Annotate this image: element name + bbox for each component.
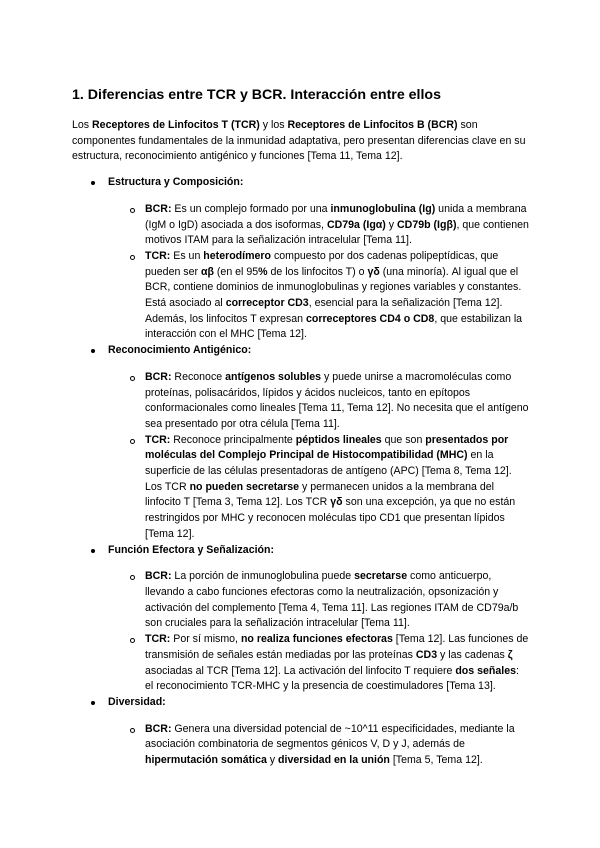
text-run: y las cadenas <box>437 648 508 661</box>
text-run: y puede unirse a macromoléculas como proteínas, polisacáridos, lípidos y ácidos nucleicos, tanto en epítopos conformacionales como lineales [Tema 11, Tema 12]. No necesita que el antígeno sea presentado por otra célula [Tema 11]. <box>145 370 529 430</box>
text-run: Genera una diversidad potencial de ~10^11 especificidades, mediante la asociación combinatoria de segmentos génicos V, D y J, además de <box>145 722 515 751</box>
intro-paragraph <box>72 118 530 165</box>
bold-text: BCR: <box>145 570 172 583</box>
section-item <box>72 543 530 695</box>
bold-text: TCR: <box>145 433 171 446</box>
text-run: compuesto por dos cadenas polipeptídicas, que pueden ser <box>145 249 499 278</box>
document-page <box>72 86 530 769</box>
sub-item <box>108 202 530 249</box>
section-heading: Estructura y Composición: <box>108 176 244 189</box>
section-heading: Diversidad: <box>108 695 166 708</box>
bold-text: correceptores CD4 o CD8 <box>305 312 435 325</box>
bold-text: correceptor CD3 <box>225 297 309 310</box>
hollow-bullet-icon <box>130 575 135 580</box>
bold-text: secretarse <box>354 570 408 583</box>
sub-item <box>108 433 530 543</box>
text-run: , que estabilizan la interacción con el MHC [Tema 12]. <box>145 312 523 341</box>
bold-text: BCR: <box>145 370 172 383</box>
bold-text: TCR: <box>145 249 171 262</box>
bold-text: CD79b (Igβ) <box>397 218 457 231</box>
text-run: , esencial para la señalización [Tema 12]. Además, los linfocitos T expresan <box>145 297 503 325</box>
bold-text: antígenos solubles <box>225 370 322 383</box>
text-run: Reconoce principalmente <box>170 433 296 446</box>
text-run: [Tema 5, Tema 12]. <box>389 754 483 767</box>
bold-text: BCR: <box>145 722 172 735</box>
difference-list <box>72 175 530 769</box>
text-run: y los <box>259 119 288 131</box>
sub-item <box>108 249 530 343</box>
sub-list <box>108 202 530 343</box>
text-run: Por sí mismo, <box>170 633 241 646</box>
sub-item <box>108 722 530 769</box>
text-run: y <box>266 754 279 767</box>
text-run: y permanecen unidos a la membrana del linfocito T [Tema 3, Tema 12]. Los TCR <box>145 480 494 509</box>
text-run: asociadas al TCR [Tema 12]. La activación del linfocito T requiere <box>145 664 456 677</box>
bold-text: no pueden secretarse <box>189 480 300 493</box>
bullet-icon <box>91 701 95 705</box>
bullet-icon <box>91 549 95 553</box>
bold-text: diversidad en la unión <box>278 754 390 767</box>
hollow-bullet-icon <box>130 728 135 733</box>
bold-text: γδ <box>330 496 343 509</box>
sub-list <box>108 722 530 769</box>
section-item <box>72 343 530 542</box>
text-run: (una minoría). Al igual que el BCR, contiene dominios de inmunoglobulinas y regiones variables y constantes. Está asociado al <box>145 265 522 310</box>
hollow-bullet-icon <box>130 638 135 643</box>
hollow-bullet-icon <box>130 439 135 444</box>
section-heading: Función Efectora y Señalización: <box>108 543 275 556</box>
text-run: son componentes fundamentales de la inmunidad adaptativa, pero presentan diferencias clave en su estructura, reconocimiento antigénico y funciones [Tema 11, Tema 12]. <box>72 119 526 163</box>
text-run: La porción de inmunoglobulina puede <box>171 570 355 583</box>
bold-text: γδ <box>367 265 380 278</box>
text-run: en la superficie de las células presentadoras de antígeno (APC) [Tema 8, Tema 12]. Los TCR <box>145 449 512 493</box>
section-item <box>72 175 530 343</box>
bold-text: % <box>258 265 268 278</box>
bold-text: no realiza funciones efectoras <box>240 633 393 646</box>
bold-text: ζ <box>507 648 513 661</box>
bold-text: presentados por moléculas del Complejo Principal de Histocompatibilidad (MHC) <box>145 433 509 462</box>
sub-item <box>108 370 530 433</box>
bold-text: BCR: <box>145 202 172 215</box>
bold-text: hipermutación somática <box>145 754 267 767</box>
bold-text: dos señales <box>455 664 516 677</box>
bold-text: péptidos lineales <box>295 433 382 446</box>
text-run: son una excepción, ya que no están restringidos por MHC y reconocen moléculas tipo CD1 que presentan lípidos [Tema 12]. <box>145 496 516 540</box>
bullet-icon <box>91 349 95 353</box>
section-title-text: 1. Diferencias entre TCR y BCR. Interacción entre ellos <box>72 87 441 103</box>
sub-item <box>108 632 530 695</box>
text-run: Los <box>72 119 93 131</box>
text-run: (en el 95 <box>213 265 259 278</box>
section-heading: Reconocimiento Antigénico: <box>108 344 252 357</box>
bold-text: heterodímero <box>203 249 271 262</box>
text-run: como anticuerpo, llevando a cabo funciones efectoras como la neutralización, opsonización y activación del complemento [Tema 4, Tema 11]. Las regiones ITAM de CD79a/b son cruciales para la señalización intracelular [Tema 11]. <box>145 570 519 630</box>
bullet-icon <box>91 181 95 185</box>
bold-text: TCR: <box>145 633 171 646</box>
bold-text: CD3 <box>415 648 438 661</box>
bold-text: inmunoglobulina (Ig) <box>330 202 436 215</box>
bold-text: αβ <box>200 265 214 278</box>
text-run: Reconoce <box>171 370 226 383</box>
text-run: de los linfocitos T) o <box>267 265 368 278</box>
section-item <box>72 695 530 769</box>
text-run: y <box>385 218 398 231</box>
hollow-bullet-icon <box>130 208 135 213</box>
text-run: Es un <box>170 249 204 262</box>
text-run: que son <box>381 433 426 446</box>
text-run: : el reconocimiento TCR-MHC y la presencia de coestimuladores [Tema 13]. <box>145 664 519 693</box>
text-run: , que contienen motivos ITAM para la señalización intracelular [Tema 11]. <box>145 218 529 247</box>
sub-item <box>108 569 530 632</box>
text-run: Es un complejo formado por una <box>171 202 331 215</box>
section-title <box>72 86 530 104</box>
text-run: [Tema 12]. Las funciones de transmisión de señales están mediadas por las proteínas <box>145 633 529 661</box>
text-run: unida a membrana (IgM o IgD) asociada a dos isoformas, <box>145 202 527 231</box>
bold-text: Receptores de Linfocitos T (TCR) <box>92 119 260 131</box>
bold-text: CD79a (Igα) <box>326 218 386 231</box>
bold-text: Receptores de Linfocitos B (BCR) <box>287 119 458 131</box>
hollow-bullet-icon <box>130 376 135 381</box>
sub-list <box>108 569 530 695</box>
hollow-bullet-icon <box>130 255 135 260</box>
sub-list <box>108 370 530 543</box>
